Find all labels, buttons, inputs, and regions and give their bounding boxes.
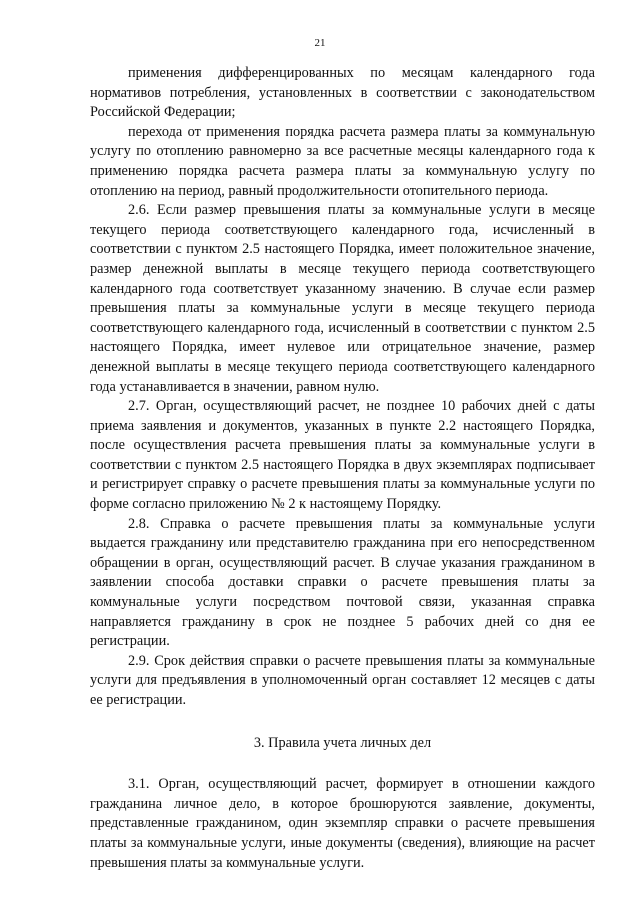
paragraph-heating-transition: перехода от применения порядка расчета размера платы за коммунальную услугу по отоплению равномерно за все расчетные месяцы календарного года к применению порядка расчета размера платы за коммунальную услугу по отоплению на период, равный продолжительности отопительного периода.: [90, 123, 595, 199]
paragraph-3-1: 3.1. Орган, осуществляющий расчет, формирует в отношении каждого гражданина личное дело, в которое брошюруются заявление, документы, представленные гражданином, один экземпляр справки о расчете превышения платы за коммунальные услуги, иные документы (сведения), влияющие на расчет превышения платы за коммунальные услуги.: [90, 776, 595, 871]
section-heading: 3. Правила учета личных дел: [253, 734, 432, 751]
paragraph-continuation-text: применения дифференцированных по месяцам календарного года нормативов потребления, установленных в соответствии с законодательством Российской Федерации;: [90, 65, 595, 121]
paragraph-continuation: [90, 64, 595, 123]
paragraph-2-8: 2.8. Справка о расчете превышения платы за коммунальные услуги выдается гражданину или представителю гражданина при его непосредственном обращении в орган, осуществляющий расчет. В случае указания гражданином в заявлении способа доставки справки о расчете превышения платы за коммунальные услуги посредством почтовой связи, указанная справка направляется гражданину в срок не позднее 5 рабочих дней со дня ее регистрации.: [90, 515, 595, 650]
page-number: 21: [314, 37, 326, 49]
document-body: [90, 64, 595, 873]
paragraph-2-9: 2.9. Срок действия справки о расчете превышения платы за коммунальные услуги для предъявления в уполномоченный орган составляет 12 месяцев с даты ее регистрации.: [90, 652, 595, 708]
paragraph-2-6: 2.6. Если размер превышения платы за коммунальные услуги в месяце текущего периода соответствующего календарного года, исчисленный в соответствии с пунктом 2.5 настоящего Порядка, имеет положительное значение, размер денежной выплаты в месяце текущего периода соответствующего календарного года соответствует указанному значению. В случае если размер превышения платы за коммунальные услуги в месяце текущего периода соответствующего календарного года, исчисленный в соответствии с пунктом 2.5 настоящего Порядка, имеет нулевое или отрицательное значение, размер денежной выплаты в месяце текущего периода соответствующего календарного года устанавливается в значении, равном нулю.: [90, 202, 595, 395]
paragraph-2-7: 2.7. Орган, осуществляющий расчет, не позднее 10 рабочих дней с даты приема заявления и документов, указанных в пункте 2.2 настоящего Порядка, после осуществления расчета превышения платы за коммунальные услуги в соответствии с пунктом 2.5 настоящего Порядка в двух экземплярах подписывает и регистрирует справку о расчете превышения платы за коммунальные услуги по форме согласно приложению № 2 к настоящему Порядку.: [90, 398, 595, 513]
